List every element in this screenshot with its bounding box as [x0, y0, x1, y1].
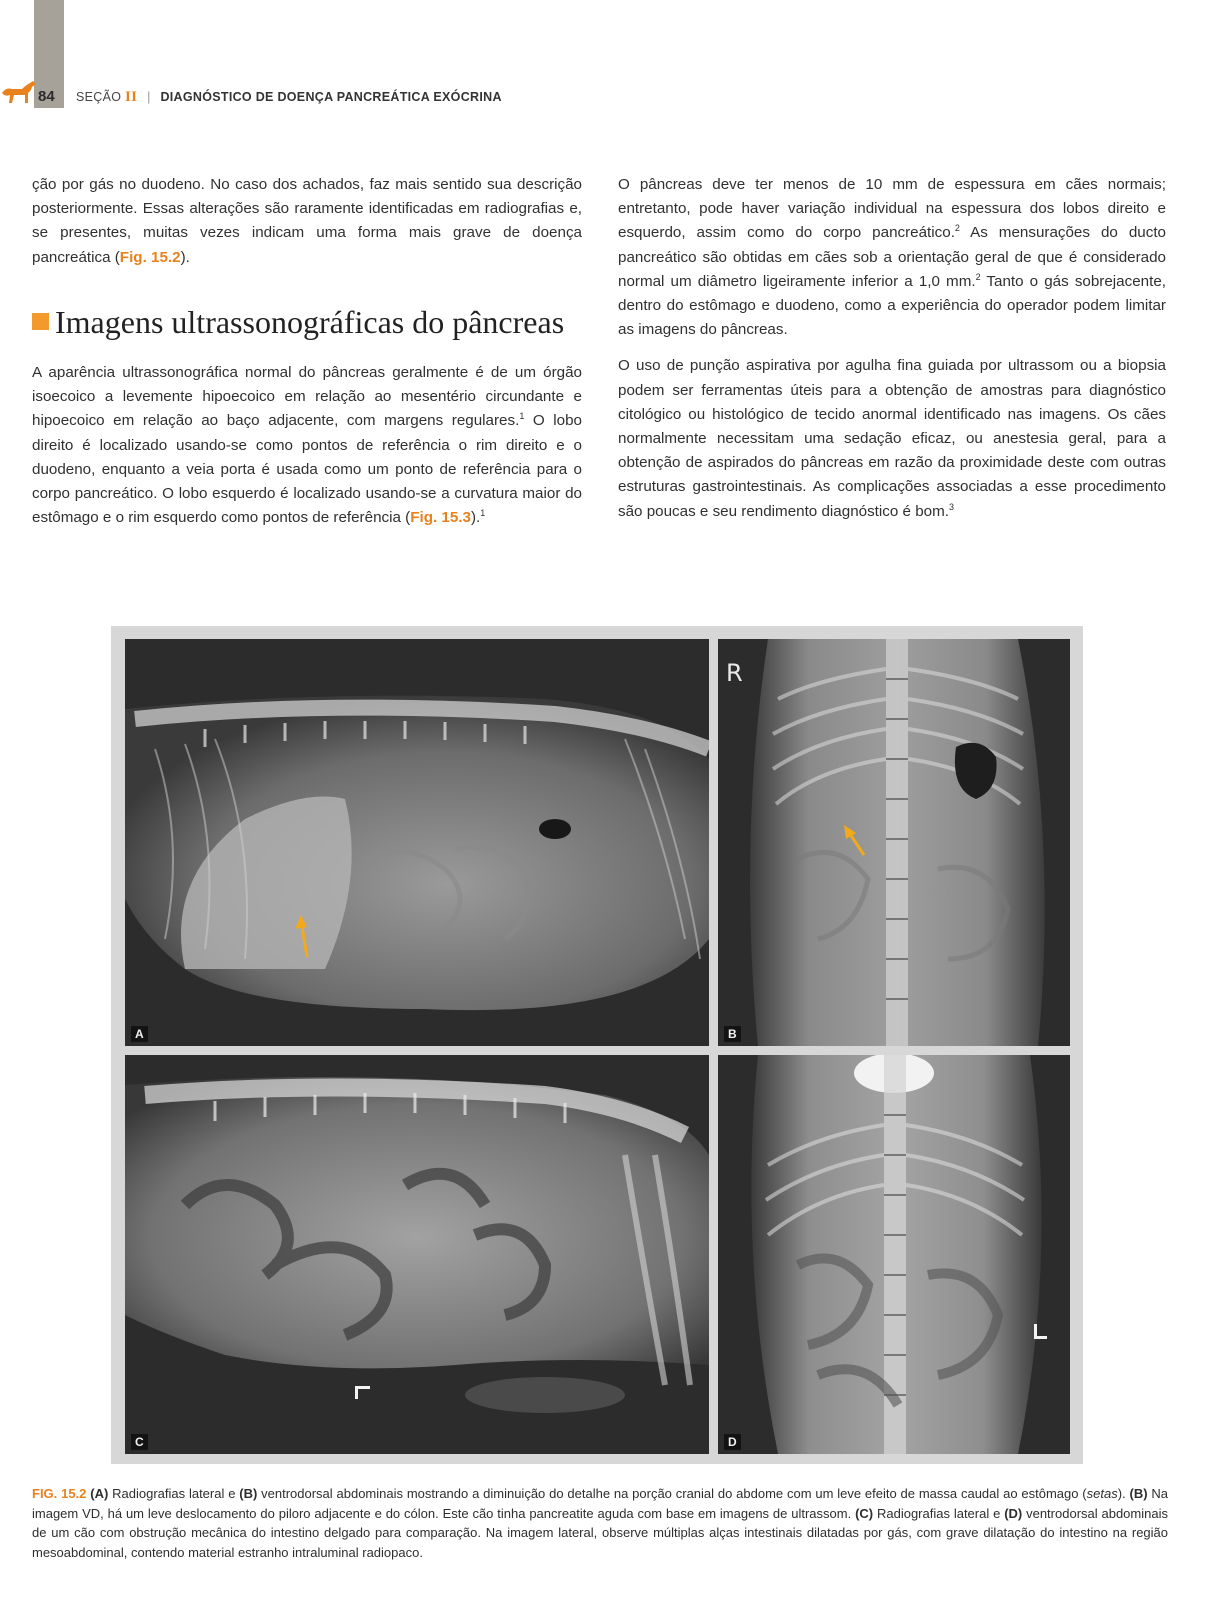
paragraph-1: ção por gás no duodeno. No caso dos achados, faz mais sentido sua descrição posteriormente. Essas alterações são raramente identificadas em radiografias e, se presentes, muitas vezes indicam uma forma mais grave de doença pancreática (Fig. 15.2).: [32, 176, 582, 266]
figure-15-2: [111, 626, 1083, 1464]
paragraph-4: O uso de punção aspirativa por agulha fina guiada por ultrassom ou a biopsia podem ser ferramentas úteis para a obtenção de amostras para diagnóstico citológico ou histológico de tecido anormal identificado nas imagens. Os cães normalmente necessitam uma sedação eficaz, ou anestesia geral, para a obtenção de aspirados do pâncreas em razão da proximidade deste com outras estruturas gastrointestinais. As complicações associadas a esse procedimento são poucas e seu rendimento diagnóstico é bom.$^3$: [618, 357, 1166, 520]
left-column-bottom: [32, 361, 582, 530]
left-side-marker: [1034, 1324, 1047, 1339]
dog-logo-icon: [0, 73, 38, 107]
panel-letter-c: C: [131, 1434, 148, 1450]
panel-letter-d: D: [724, 1434, 741, 1450]
right-side-marker: R: [726, 659, 743, 687]
orientation-marker-c: [355, 1386, 370, 1399]
figure-reference-15-2[interactable]: Fig. 15.2: [119, 248, 181, 266]
radiograph-panel-c: [125, 1055, 709, 1454]
paragraph-2: A aparência ultrassonográfica normal do pâncreas geralmente é de um órgão isoecoico a levemente hipoecoico em relação ao mesentério circundante e hipoecoico em relação ao baço adjacente, com margens regulares.$^1$ O lobo direito é localizado usando-se como pontos de referência o rim direito e o duodeno, enquanto a veia porta é usada como um ponto de referência para o corpo pancreático. O lobo esquerdo é localizado usando-se a curvatura maior do estômago e o rim esquerdo como pontos de referência (Fig. 15.3).$^1$: [32, 364, 582, 527]
paragraph-3: O pâncreas deve ter menos de 10 mm de espessura em cães normais; entretanto, pode haver variação individual na espessura dos lobos direito e esquerdo, assim como do corpo pancreático.$^2$ As mensurações do ducto pancreático são obtidas em cães sob a orientação geral de que é considerado normal um diâmetro ligeiramente inferior a 1,0 mm.$^2$ Tanto o gás sobrejacente, dentro do estômago e duodeno, como a experiência do operador podem limitar as imagens do pâncreas.: [618, 176, 1167, 339]
radiograph-panel-d: [718, 1055, 1070, 1454]
panel-letter-b: B: [724, 1026, 741, 1042]
section-heading: Imagens ultrassonográficas do pâncreas: [32, 304, 592, 341]
figure-reference-15-3[interactable]: Fig. 15.3: [410, 509, 471, 527]
figure-label: FIG. 15.2: [32, 1486, 87, 1501]
right-column: [618, 173, 1166, 524]
left-column-top: [32, 173, 582, 270]
chapter-title: DIAGNÓSTICO DE DOENÇA PANCREÁTICA EXÓCRINA: [160, 90, 502, 104]
section-word: SEÇÃO: [76, 90, 122, 104]
header-separator: |: [147, 90, 151, 104]
figure-caption: FIG. 15.2 (A) Radiografias lateral e (B) ventrodorsal abdominais mostrando a diminuição do detalhe na porção cranial do abdome com um leve efeito de massa caudal ao estômago (setas). (B) Na imagem VD, há um leve deslocamento do piloro adjacente e do cólon. Este cão tinha pancreatite aguda com base em imagens de ultrassom. (C) Radiografias lateral e (D) ventrodorsal abdominais de um cão com obstrução mecânica do intestino delgado para comparação. Na imagem lateral, observe múltiplas alças intestinais dilatadas por gás, com grave dilatação do intestino na região mesoabdominal, contendo material estranho intraluminal radiopaco.: [32, 1486, 1168, 1560]
section-roman: II: [125, 89, 138, 105]
running-header: [76, 89, 502, 106]
panel-letter-a: A: [131, 1026, 148, 1042]
page-number: 84: [38, 88, 55, 105]
radiograph-panel-a: [125, 639, 709, 1046]
radiograph-panel-b: [718, 639, 1070, 1046]
heading-square-icon: [32, 313, 49, 330]
